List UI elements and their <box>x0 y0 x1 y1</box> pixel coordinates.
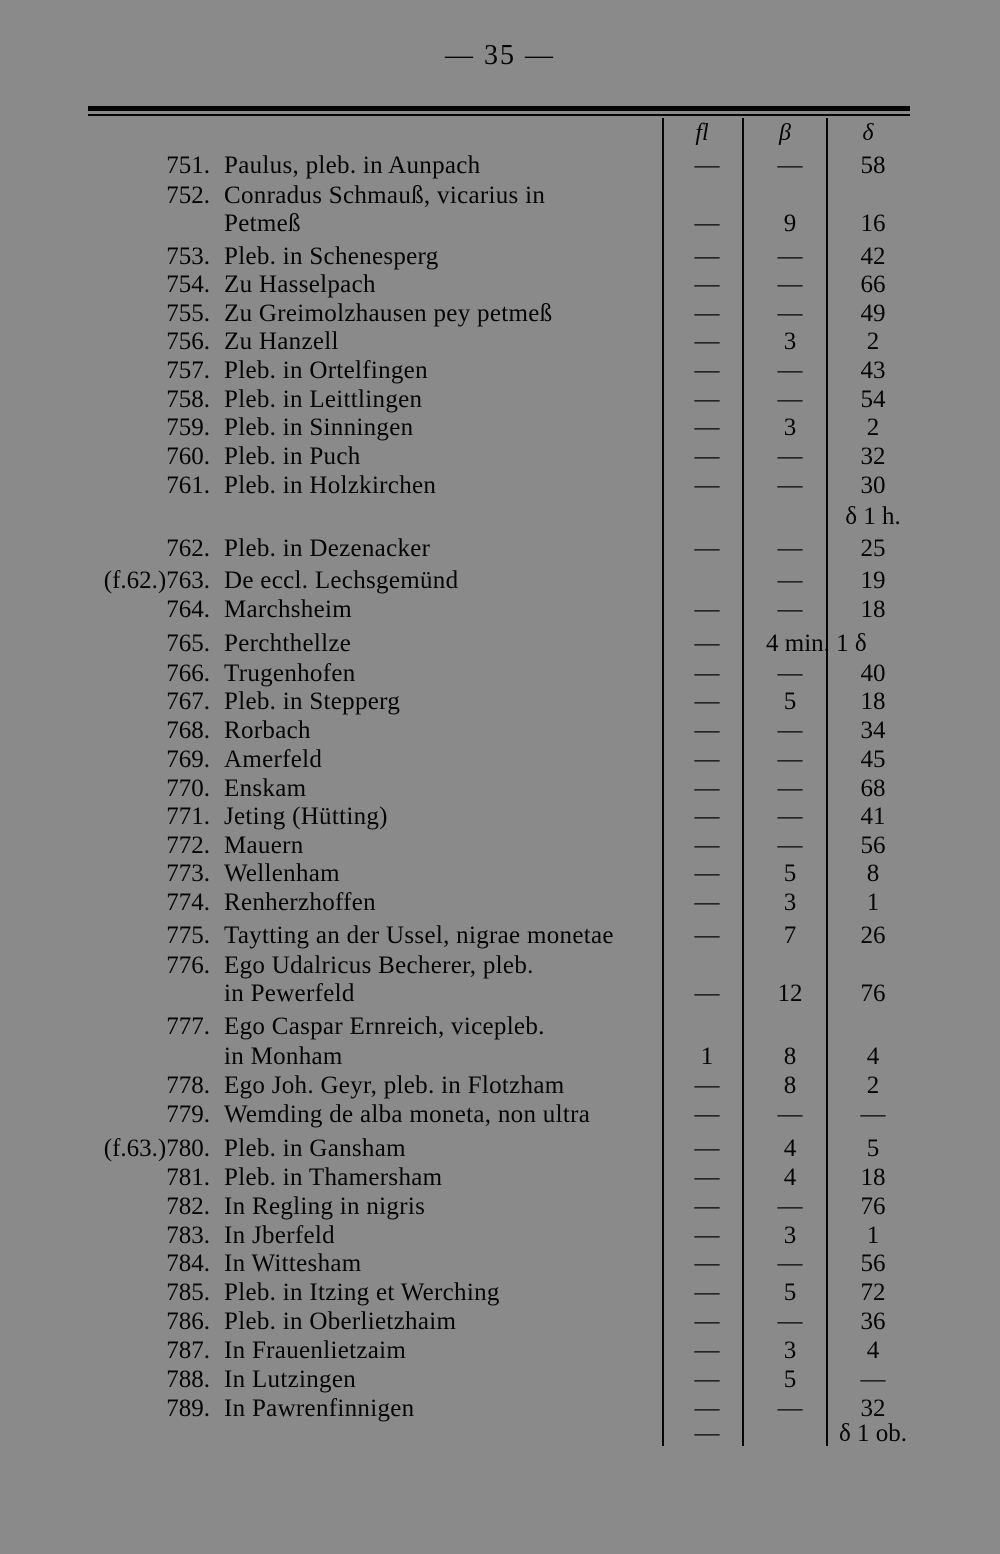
value-delta: 76 <box>860 980 886 1007</box>
entry-name: Pleb. in Dezenacker <box>224 535 431 562</box>
value-delta: 5 <box>866 1135 880 1162</box>
value-delta: 72 <box>860 1279 886 1306</box>
table-row <box>0 596 1000 626</box>
value-fl: — <box>694 922 720 949</box>
table-row <box>0 1366 1000 1396</box>
value-beta: — <box>777 472 803 499</box>
entry-name: Pleb. in Stepperg <box>224 688 401 715</box>
entry-name: Pleb. in Schenesperg <box>224 243 439 270</box>
table-row <box>0 803 1000 833</box>
value-delta: 42 <box>860 243 886 270</box>
entry-number: 755. <box>166 300 210 327</box>
value-beta: — <box>777 386 803 413</box>
value-beta: — <box>777 271 803 298</box>
entry-name: Rorbach <box>224 717 311 744</box>
entry-number: 768. <box>166 717 210 744</box>
table-row <box>0 860 1000 890</box>
value-delta: 26 <box>860 922 886 949</box>
table-row <box>0 717 1000 747</box>
entry-name: Pleb. in Sinningen <box>224 414 414 441</box>
value-beta: 9 <box>783 210 797 237</box>
value-beta: — <box>777 1250 803 1277</box>
value-delta: 1 <box>866 889 880 916</box>
table-row <box>0 567 1000 597</box>
entry-name: Wemding de alba moneta, non ultra <box>224 1101 591 1128</box>
entry-number: 771. <box>166 803 210 830</box>
value-fl: — <box>694 328 720 355</box>
table-row <box>0 328 1000 358</box>
entry-number: 760. <box>166 443 210 470</box>
column-header-fl: fl <box>695 120 709 146</box>
entry-name: Amerfeld <box>224 746 323 773</box>
entry-number: 758. <box>166 386 210 413</box>
value-delta: 18 <box>860 688 886 715</box>
entry-number: 781. <box>166 1164 210 1191</box>
entry-number: 786. <box>166 1308 210 1335</box>
value-fl: — <box>694 596 720 623</box>
entry-name: Pleb. in Itzing et Werching <box>224 1279 500 1306</box>
entry-number: 765. <box>166 630 210 657</box>
value-beta: 5 <box>783 1366 797 1393</box>
value-delta: 4 <box>866 1043 880 1070</box>
entry-name: in Pewerfeld <box>224 980 355 1007</box>
table-row <box>0 535 1000 565</box>
value-fl: — <box>694 1395 720 1422</box>
entry-number: 751. <box>166 152 210 179</box>
value-delta: δ 1 ob. <box>838 1420 908 1447</box>
value-beta: — <box>777 660 803 687</box>
value-beta: 3 <box>783 889 797 916</box>
value-beta: — <box>777 567 803 594</box>
value-delta: 40 <box>860 660 886 687</box>
entry-number: 766. <box>166 660 210 687</box>
value-fl: — <box>694 980 720 1007</box>
value-beta: 8 <box>783 1072 797 1099</box>
value-beta: — <box>777 832 803 859</box>
table-row <box>0 271 1000 301</box>
entry-number: 784. <box>166 1250 210 1277</box>
entry-name: In Jberfeld <box>224 1222 335 1249</box>
value-fl: — <box>694 860 720 887</box>
entry-name: In Regling in nigris <box>224 1193 426 1220</box>
entry-number: 764. <box>166 596 210 623</box>
entry-name: Marchsheim <box>224 596 352 623</box>
value-fl: — <box>694 1337 720 1364</box>
entry-number: 773. <box>166 860 210 887</box>
value-fl: — <box>694 535 720 562</box>
entry-number: 752. <box>166 182 210 209</box>
value-delta: 56 <box>860 832 886 859</box>
entry-number: 788. <box>166 1366 210 1393</box>
value-delta: 1 <box>866 1222 880 1249</box>
value-fl: — <box>694 300 720 327</box>
table-row <box>0 832 1000 862</box>
entry-name: Ego Caspar Ernreich, vicepleb. <box>224 1013 545 1040</box>
table-row <box>0 889 1000 919</box>
value-spanning-note: 4 min. 1 δ <box>766 630 867 657</box>
header-rule-thin <box>88 114 910 116</box>
entry-number: 782. <box>166 1193 210 1220</box>
value-beta: 3 <box>783 328 797 355</box>
value-beta: 3 <box>783 414 797 441</box>
value-beta: — <box>777 596 803 623</box>
value-fl: — <box>694 243 720 270</box>
value-beta: 12 <box>777 980 803 1007</box>
entry-number: 756. <box>166 328 210 355</box>
entry-name: Pleb. in Oberlietzhaim <box>224 1308 457 1335</box>
value-beta: — <box>777 803 803 830</box>
entry-name: Renherzhoffen <box>224 889 376 916</box>
entry-name: In Pawrenfinnigen <box>224 1395 415 1422</box>
entry-name: Pleb. in Gansham <box>224 1135 406 1162</box>
value-delta: 18 <box>860 1164 886 1191</box>
entry-name: Enskam <box>224 775 307 802</box>
value-fl: — <box>694 271 720 298</box>
entry-name: Pleb. in Holzkirchen <box>224 472 437 499</box>
value-beta: — <box>777 300 803 327</box>
entry-number: 757. <box>166 357 210 384</box>
value-fl: — <box>694 386 720 413</box>
entry-name: Ego Joh. Geyr, pleb. in Flotzham <box>224 1072 565 1099</box>
entry-name: Trugenhofen <box>224 660 356 687</box>
entry-number: 787. <box>166 1337 210 1364</box>
value-beta: 4 <box>783 1135 797 1162</box>
value-beta: — <box>777 443 803 470</box>
value-delta: 49 <box>860 300 886 327</box>
entry-name: Jeting (Hütting) <box>224 803 388 830</box>
value-fl: — <box>694 1222 720 1249</box>
value-beta: 8 <box>783 1043 797 1070</box>
value-delta: 8 <box>866 860 880 887</box>
value-delta: 19 <box>860 567 886 594</box>
entry-name: In Frauenlietzaim <box>224 1337 407 1364</box>
entry-number: 777. <box>166 1013 210 1040</box>
value-delta: 25 <box>860 535 886 562</box>
value-fl: — <box>694 630 720 657</box>
value-delta: 66 <box>860 271 886 298</box>
value-fl: — <box>694 775 720 802</box>
table-row <box>0 1164 1000 1194</box>
table-row <box>0 775 1000 805</box>
entry-number: (f.62.)763. <box>103 567 210 594</box>
value-beta: 4 <box>783 1164 797 1191</box>
value-fl: — <box>694 717 720 744</box>
entry-number: 774. <box>166 889 210 916</box>
table-row <box>0 1193 1000 1223</box>
value-delta: 32 <box>860 1395 886 1422</box>
entry-name: Paulus, pleb. in Aunpach <box>224 152 481 179</box>
entry-number: 779. <box>166 1101 210 1128</box>
table-row <box>0 1337 1000 1367</box>
value-delta: 56 <box>860 1250 886 1277</box>
entry-name: Zu Hasselpach <box>224 271 376 298</box>
value-beta: — <box>777 1308 803 1335</box>
entry-number: 754. <box>166 271 210 298</box>
entry-name: Zu Greimolzhausen pey petmeß <box>224 300 553 327</box>
value-fl: — <box>694 832 720 859</box>
entry-name: Pleb. in Ortelfingen <box>224 357 428 384</box>
table-row <box>0 182 1000 212</box>
table-row <box>0 746 1000 776</box>
entry-name: Ego Udalricus Becherer, pleb. <box>224 952 534 979</box>
entry-name: In Wittesham <box>224 1250 362 1277</box>
value-beta: 3 <box>783 1337 797 1364</box>
table-row <box>0 952 1000 982</box>
column-header-beta: β <box>779 120 791 146</box>
entry-number: 767. <box>166 688 210 715</box>
table-row <box>0 1043 1000 1073</box>
value-fl: — <box>694 357 720 384</box>
entry-name: Taytting an der Ussel, nigrae monetae <box>224 922 614 949</box>
entry-number: 789. <box>166 1395 210 1422</box>
table-row <box>0 1135 1000 1165</box>
entry-name: Pleb. in Puch <box>224 443 361 470</box>
entry-name: De eccl. Lechsgemünd <box>224 567 459 594</box>
table-row <box>0 660 1000 690</box>
value-beta: 5 <box>783 860 797 887</box>
table-row <box>0 414 1000 444</box>
table-row <box>0 1279 1000 1309</box>
table-row <box>0 503 1000 533</box>
table-row <box>0 443 1000 473</box>
value-beta: — <box>777 717 803 744</box>
table-row <box>0 1222 1000 1252</box>
entry-number: 769. <box>166 746 210 773</box>
value-delta: — <box>860 1366 886 1393</box>
value-beta: — <box>777 775 803 802</box>
value-fl: — <box>694 210 720 237</box>
value-fl: — <box>694 1250 720 1277</box>
table-row <box>0 1420 1000 1450</box>
header-rule <box>88 106 910 111</box>
entry-name: in Monham <box>224 1043 343 1070</box>
value-fl: — <box>694 1164 720 1191</box>
value-fl: — <box>694 688 720 715</box>
value-delta: 43 <box>860 357 886 384</box>
value-beta: 7 <box>783 922 797 949</box>
table-row <box>0 300 1000 330</box>
table-row <box>0 980 1000 1010</box>
value-delta: 36 <box>860 1308 886 1335</box>
table-row <box>0 1308 1000 1338</box>
value-delta: 58 <box>860 152 886 179</box>
value-delta: δ 1 h. <box>845 503 901 530</box>
value-beta: — <box>777 357 803 384</box>
value-delta: 18 <box>860 596 886 623</box>
entry-number: (f.63.)780. <box>103 1135 210 1162</box>
value-delta: 16 <box>860 210 886 237</box>
value-beta: — <box>777 152 803 179</box>
value-fl: — <box>694 1420 720 1447</box>
entry-number: 775. <box>166 922 210 949</box>
entry-name: Pleb. in Leittlingen <box>224 386 423 413</box>
entry-name: Perchthellze <box>224 630 352 657</box>
table-row <box>0 152 1000 182</box>
table-row <box>0 1250 1000 1280</box>
table-row <box>0 472 1000 502</box>
entry-number: 776. <box>166 952 210 979</box>
value-beta: 3 <box>783 1222 797 1249</box>
value-delta: 2 <box>866 328 880 355</box>
entry-name: Mauern <box>224 832 304 859</box>
entry-name: Pleb. in Thamersham <box>224 1164 443 1191</box>
column-header-delta: δ <box>862 120 874 146</box>
value-fl: — <box>694 443 720 470</box>
value-beta: — <box>777 243 803 270</box>
table-row <box>0 1101 1000 1131</box>
value-fl: — <box>694 1072 720 1099</box>
entry-name: Conradus Schmauß, vicarius in <box>224 182 546 209</box>
value-fl: — <box>694 746 720 773</box>
entry-number: 761. <box>166 472 210 499</box>
value-beta: 5 <box>783 1279 797 1306</box>
value-beta: — <box>777 1101 803 1128</box>
value-beta: — <box>777 1395 803 1422</box>
value-beta: 5 <box>783 688 797 715</box>
page-number: — 35 — <box>445 40 555 71</box>
entry-number: 762. <box>166 535 210 562</box>
value-fl: — <box>694 1308 720 1335</box>
value-delta: 32 <box>860 443 886 470</box>
entry-number: 759. <box>166 414 210 441</box>
value-beta: — <box>777 746 803 773</box>
entry-number: 783. <box>166 1222 210 1249</box>
value-beta: — <box>777 1193 803 1220</box>
table-row <box>0 1013 1000 1043</box>
value-delta: 68 <box>860 775 886 802</box>
entry-number: 778. <box>166 1072 210 1099</box>
table-row <box>0 922 1000 952</box>
table-row <box>0 386 1000 416</box>
table-row <box>0 1072 1000 1102</box>
value-delta: 76 <box>860 1193 886 1220</box>
value-beta: — <box>777 535 803 562</box>
table-row <box>0 357 1000 387</box>
entry-name: In Lutzingen <box>224 1366 357 1393</box>
table-row <box>0 630 1000 660</box>
table-row <box>0 243 1000 273</box>
value-delta: 45 <box>860 746 886 773</box>
value-delta: 30 <box>860 472 886 499</box>
value-delta: — <box>860 1101 886 1128</box>
table-row <box>0 210 1000 240</box>
value-fl: — <box>694 1193 720 1220</box>
value-fl: — <box>694 889 720 916</box>
value-delta: 34 <box>860 717 886 744</box>
value-fl: — <box>694 660 720 687</box>
value-fl: — <box>694 803 720 830</box>
entry-name: Wellenham <box>224 860 340 887</box>
value-delta: 54 <box>860 386 886 413</box>
value-delta: 41 <box>860 803 886 830</box>
entry-name: Zu Hanzell <box>224 328 339 355</box>
value-fl: — <box>694 414 720 441</box>
value-fl: — <box>694 1101 720 1128</box>
entry-name: Petmeß <box>224 210 301 237</box>
entry-number: 772. <box>166 832 210 859</box>
value-fl: — <box>694 1366 720 1393</box>
value-fl: — <box>694 1279 720 1306</box>
value-fl: 1 <box>700 1043 714 1070</box>
value-fl: — <box>694 152 720 179</box>
entry-number: 785. <box>166 1279 210 1306</box>
entry-number: 770. <box>166 775 210 802</box>
value-fl: — <box>694 1135 720 1162</box>
value-fl: — <box>694 472 720 499</box>
value-delta: 4 <box>866 1337 880 1364</box>
entry-number: 753. <box>166 243 210 270</box>
value-delta: 2 <box>866 1072 880 1099</box>
table-row <box>0 688 1000 718</box>
value-delta: 2 <box>866 414 880 441</box>
